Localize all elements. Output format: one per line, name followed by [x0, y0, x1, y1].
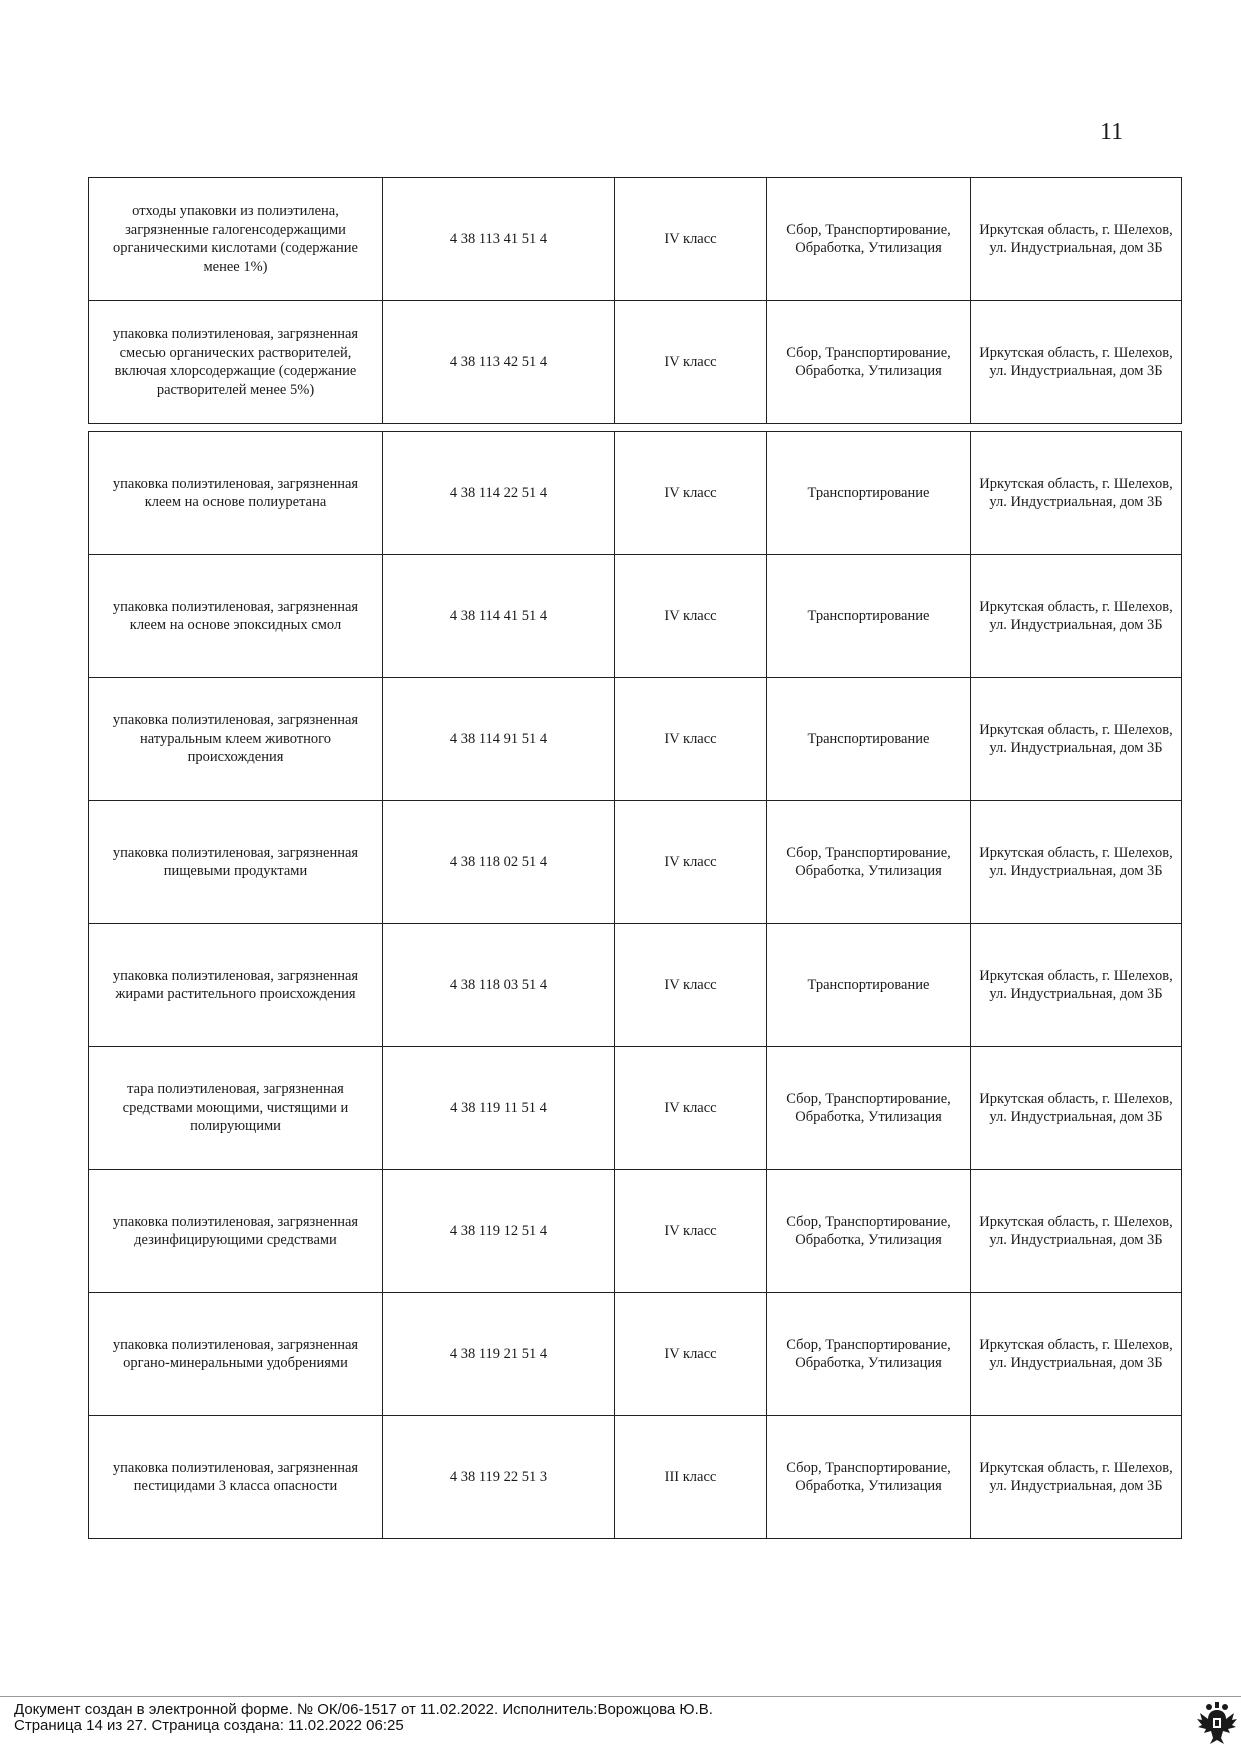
waste-name-cell: упаковка полиэтиленовая, загрязненная дезинфицирующими средствами	[89, 1170, 383, 1293]
table-row	[89, 1293, 1182, 1416]
waste-name-cell: упаковка полиэтиленовая, загрязненная клеем на основе эпоксидных смол	[89, 555, 383, 678]
hazard-class-cell: IV класс	[615, 555, 767, 678]
address-cell: Иркутская область, г. Шелехов, ул. Индустриальная, дом 3Б	[971, 1047, 1182, 1170]
double-headed-eagle-icon	[1196, 1700, 1238, 1746]
address-cell: Иркутская область, г. Шелехов, ул. Индустриальная, дом 3Б	[971, 678, 1182, 801]
address-cell: Иркутская область, г. Шелехов, ул. Индустриальная, дом 3Б	[971, 178, 1182, 301]
fkko-code-cell: 4 38 114 41 51 4	[383, 555, 615, 678]
fkko-code-cell: 4 38 118 03 51 4	[383, 924, 615, 1047]
address-cell: Иркутская область, г. Шелехов, ул. Индустриальная, дом 3Б	[971, 1416, 1182, 1539]
footer-line-1: Документ создан в электронной форме. № ОК/06-1517 от 11.02.2022. Исполнитель:Ворожцова Ю.В.	[14, 1701, 713, 1718]
address-cell: Иркутская область, г. Шелехов, ул. Индустриальная, дом 3Б	[971, 801, 1182, 924]
waste-name-cell: упаковка полиэтиленовая, загрязненная пестицидами 3 класса опасности	[89, 1416, 383, 1539]
waste-table-body	[89, 178, 1182, 424]
operations-cell: Сбор, Транспортирование, Обработка, Утилизация	[767, 301, 971, 424]
table-row	[89, 1416, 1182, 1539]
fkko-code-cell: 4 38 113 42 51 4	[383, 301, 615, 424]
table-row	[89, 178, 1182, 301]
table-row	[89, 301, 1182, 424]
operations-cell: Транспортирование	[767, 924, 971, 1047]
fkko-code-cell: 4 38 114 91 51 4	[383, 678, 615, 801]
waste-name-cell: упаковка полиэтиленовая, загрязненная пищевыми продуктами	[89, 801, 383, 924]
hazard-class-cell: IV класс	[615, 432, 767, 555]
hazard-class-cell: IV класс	[615, 1170, 767, 1293]
fkko-code-cell: 4 38 119 22 51 3	[383, 1416, 615, 1539]
operations-cell: Сбор, Транспортирование, Обработка, Утилизация	[767, 178, 971, 301]
fkko-code-cell: 4 38 119 12 51 4	[383, 1170, 615, 1293]
footer-line-2: Страница 14 из 27. Страница создана: 11.02.2022 06:25	[14, 1717, 404, 1734]
waste-name-cell: упаковка полиэтиленовая, загрязненная жирами растительного происхождения	[89, 924, 383, 1047]
document-footer	[14, 1702, 713, 1734]
hazard-class-cell: IV класс	[615, 924, 767, 1047]
waste-table-part-2	[88, 431, 1182, 1539]
operations-cell: Сбор, Транспортирование, Обработка, Утилизация	[767, 1170, 971, 1293]
table-row	[89, 1170, 1182, 1293]
operations-cell: Транспортирование	[767, 432, 971, 555]
operations-cell: Транспортирование	[767, 555, 971, 678]
footer-divider	[0, 1696, 1241, 1697]
hazard-class-cell: IV класс	[615, 678, 767, 801]
operations-cell: Сбор, Транспортирование, Обработка, Утилизация	[767, 1047, 971, 1170]
hazard-class-cell: III класс	[615, 1416, 767, 1539]
waste-name-cell: отходы упаковки из полиэтилена, загрязненные галогенсодержащими органическими кислотами (содержание менее 1%)	[89, 178, 383, 301]
fkko-code-cell: 4 38 113 41 51 4	[383, 178, 615, 301]
address-cell: Иркутская область, г. Шелехов, ул. Индустриальная, дом 3Б	[971, 432, 1182, 555]
operations-cell: Сбор, Транспортирование, Обработка, Утилизация	[767, 1293, 971, 1416]
address-cell: Иркутская область, г. Шелехов, ул. Индустриальная, дом 3Б	[971, 1170, 1182, 1293]
hazard-class-cell: IV класс	[615, 1047, 767, 1170]
hazard-class-cell: IV класс	[615, 801, 767, 924]
hazard-class-cell: IV класс	[615, 178, 767, 301]
address-cell: Иркутская область, г. Шелехов, ул. Индустриальная, дом 3Б	[971, 1293, 1182, 1416]
operations-cell: Транспортирование	[767, 678, 971, 801]
page-number: 11	[1100, 119, 1124, 145]
waste-name-cell: тара полиэтиленовая, загрязненная средствами моющими, чистящими и полирующими	[89, 1047, 383, 1170]
table-row	[89, 1047, 1182, 1170]
waste-table-body	[89, 432, 1182, 1539]
waste-table-part-1	[88, 177, 1182, 424]
waste-name-cell: упаковка полиэтиленовая, загрязненная клеем на основе полиуретана	[89, 432, 383, 555]
operations-cell: Сбор, Транспортирование, Обработка, Утилизация	[767, 1416, 971, 1539]
waste-name-cell: упаковка полиэтиленовая, загрязненная органо-минеральными удобрениями	[89, 1293, 383, 1416]
fkko-code-cell: 4 38 118 02 51 4	[383, 801, 615, 924]
hazard-class-cell: IV класс	[615, 1293, 767, 1416]
waste-name-cell: упаковка полиэтиленовая, загрязненная натуральным клеем животного происхождения	[89, 678, 383, 801]
address-cell: Иркутская область, г. Шелехов, ул. Индустриальная, дом 3Б	[971, 301, 1182, 424]
address-cell: Иркутская область, г. Шелехов, ул. Индустриальная, дом 3Б	[971, 924, 1182, 1047]
table-row	[89, 555, 1182, 678]
waste-name-cell: упаковка полиэтиленовая, загрязненная смесью органических растворителей, включая хлорсодержащие (содержание растворителей менее 5%)	[89, 301, 383, 424]
hazard-class-cell: IV класс	[615, 301, 767, 424]
fkko-code-cell: 4 38 119 11 51 4	[383, 1047, 615, 1170]
table-row	[89, 678, 1182, 801]
operations-cell: Сбор, Транспортирование, Обработка, Утилизация	[767, 801, 971, 924]
table-row	[89, 432, 1182, 555]
table-row	[89, 801, 1182, 924]
table-row	[89, 924, 1182, 1047]
fkko-code-cell: 4 38 119 21 51 4	[383, 1293, 615, 1416]
address-cell: Иркутская область, г. Шелехов, ул. Индустриальная, дом 3Б	[971, 555, 1182, 678]
fkko-code-cell: 4 38 114 22 51 4	[383, 432, 615, 555]
